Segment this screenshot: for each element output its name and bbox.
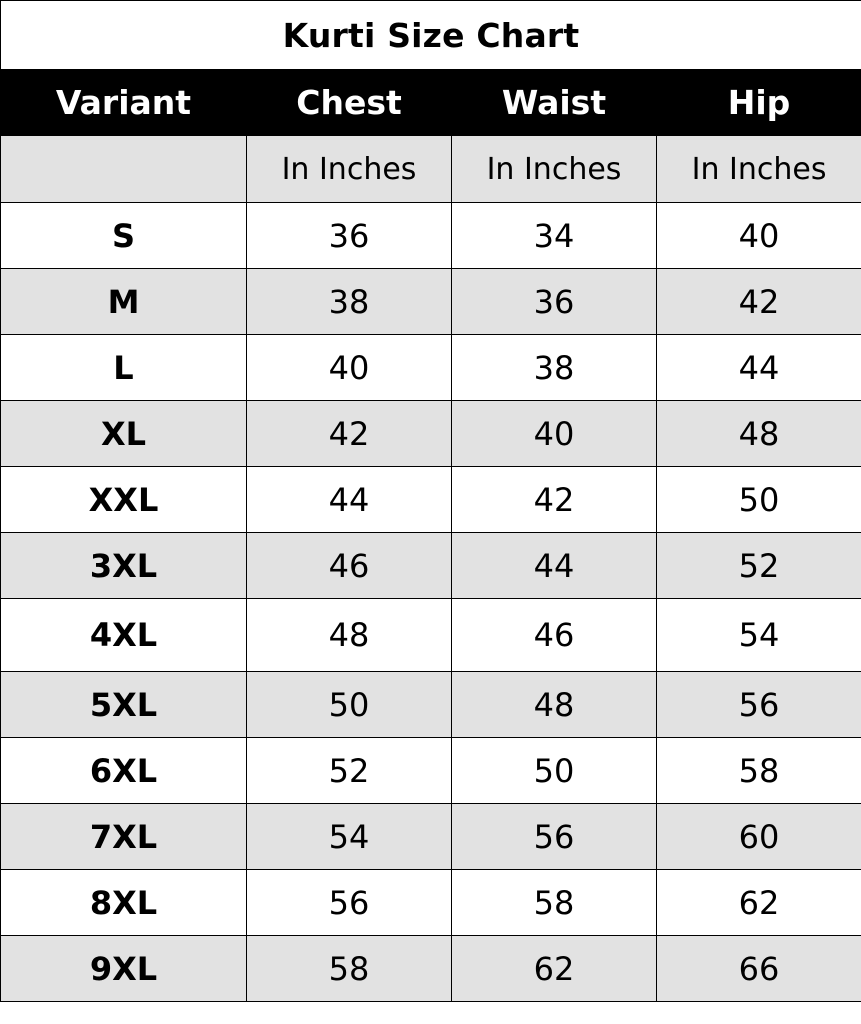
cell-chest: 56 [247, 870, 452, 936]
cell-hip: 60 [657, 804, 861, 870]
cell-chest: 42 [247, 401, 452, 467]
table-row [1, 870, 861, 936]
cell-variant: 3XL [1, 533, 247, 599]
cell-hip: 48 [657, 401, 861, 467]
table-row [1, 203, 861, 269]
cell-chest: 36 [247, 203, 452, 269]
column-header-chest: Chest [247, 70, 452, 136]
units-blank-cell [1, 136, 247, 203]
cell-waist: 34 [452, 203, 657, 269]
cell-chest: 52 [247, 738, 452, 804]
cell-chest: 50 [247, 672, 452, 738]
cell-chest: 46 [247, 533, 452, 599]
units-chest: In Inches [247, 136, 452, 203]
cell-chest: 58 [247, 936, 452, 1002]
table-row [1, 533, 861, 599]
cell-hip: 40 [657, 203, 861, 269]
cell-variant: 9XL [1, 936, 247, 1002]
cell-variant: 6XL [1, 738, 247, 804]
units-row [1, 136, 861, 203]
table-row [1, 672, 861, 738]
cell-variant: L [1, 335, 247, 401]
table-row [1, 467, 861, 533]
units-hip: In Inches [657, 136, 861, 203]
units-waist: In Inches [452, 136, 657, 203]
column-header-waist: Waist [452, 70, 657, 136]
page-title: Kurti Size Chart [1, 1, 861, 70]
cell-chest: 40 [247, 335, 452, 401]
chart-title-row [1, 1, 861, 70]
cell-waist: 58 [452, 870, 657, 936]
cell-chest: 54 [247, 804, 452, 870]
cell-waist: 44 [452, 533, 657, 599]
cell-waist: 36 [452, 269, 657, 335]
cell-hip: 52 [657, 533, 861, 599]
cell-variant: 5XL [1, 672, 247, 738]
cell-waist: 50 [452, 738, 657, 804]
cell-variant: S [1, 203, 247, 269]
cell-chest: 44 [247, 467, 452, 533]
cell-hip: 62 [657, 870, 861, 936]
cell-waist: 38 [452, 335, 657, 401]
table-row [1, 936, 861, 1002]
cell-variant: M [1, 269, 247, 335]
cell-chest: 38 [247, 269, 452, 335]
cell-hip: 42 [657, 269, 861, 335]
cell-variant: 7XL [1, 804, 247, 870]
cell-waist: 56 [452, 804, 657, 870]
cell-hip: 56 [657, 672, 861, 738]
cell-variant: 8XL [1, 870, 247, 936]
cell-hip: 50 [657, 467, 861, 533]
cell-waist: 46 [452, 599, 657, 672]
cell-waist: 62 [452, 936, 657, 1002]
cell-variant: 4XL [1, 599, 247, 672]
table-row [1, 401, 861, 467]
column-header-row [1, 70, 861, 136]
cell-waist: 42 [452, 467, 657, 533]
column-header-hip: Hip [657, 70, 861, 136]
table-row [1, 335, 861, 401]
table-row [1, 804, 861, 870]
cell-hip: 44 [657, 335, 861, 401]
table-row [1, 599, 861, 672]
table-row [1, 738, 861, 804]
cell-waist: 48 [452, 672, 657, 738]
cell-variant: XXL [1, 467, 247, 533]
column-header-variant: Variant [1, 70, 247, 136]
cell-hip: 54 [657, 599, 861, 672]
cell-hip: 66 [657, 936, 861, 1002]
cell-hip: 58 [657, 738, 861, 804]
table-row [1, 269, 861, 335]
cell-chest: 48 [247, 599, 452, 672]
cell-variant: XL [1, 401, 247, 467]
cell-waist: 40 [452, 401, 657, 467]
